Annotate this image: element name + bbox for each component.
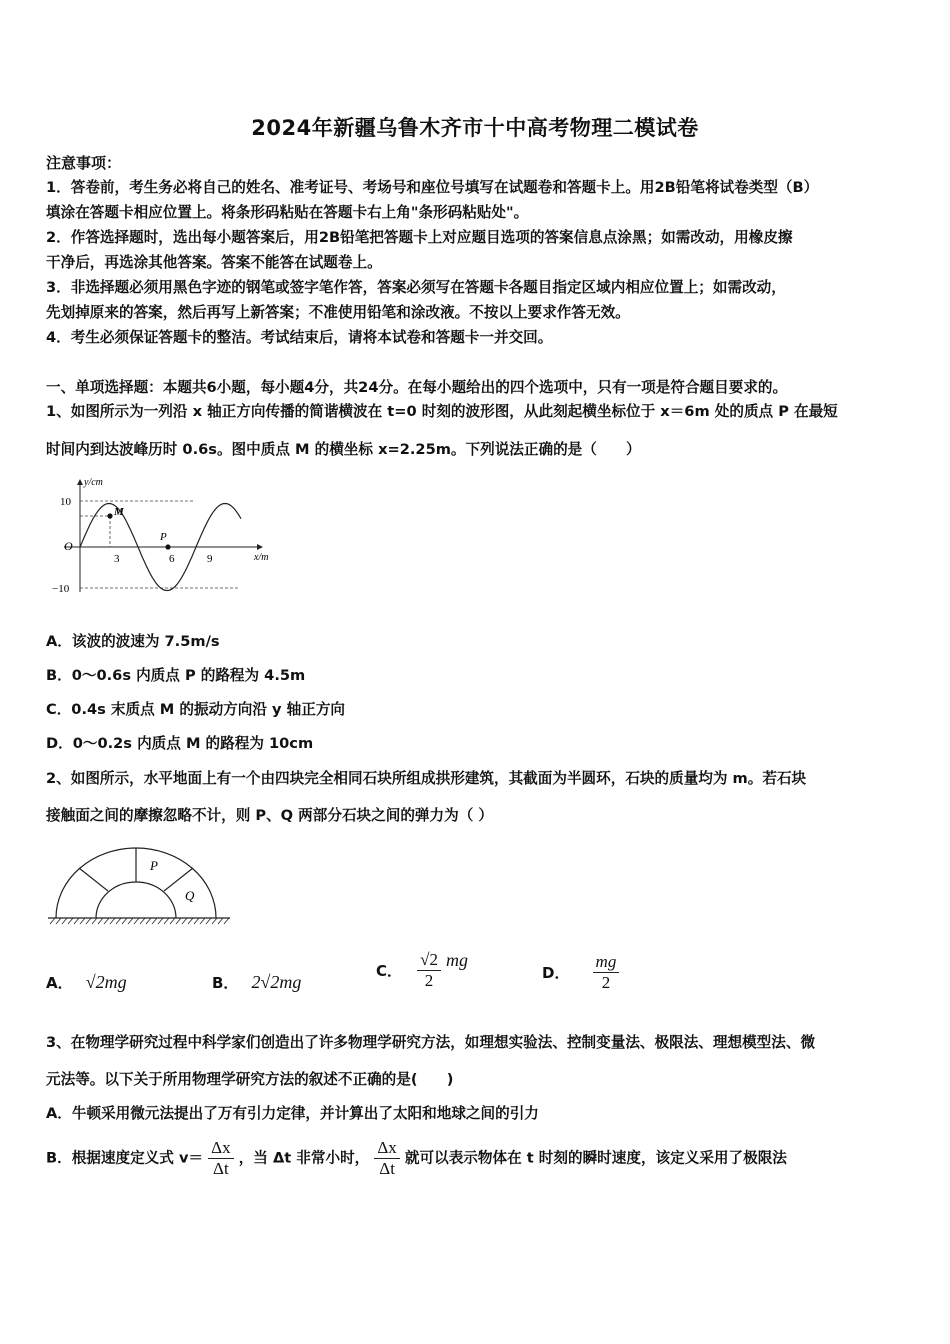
section-heading: 一、单项选择题：本题共6小题，每小题4分，共24分。在每小题给出的四个选项中，只有一项是符合题目要求的。 [46,379,788,396]
hatch-mark [68,918,73,924]
ground-hatching [50,918,229,924]
q1-option-a: A．该波的波速为 7.5m/s [46,633,220,650]
q2-option-c-label: C． [376,962,403,980]
q3-option-b-mid: ，当 Δt 非常小时， [238,1149,370,1167]
q1-wave-graph [44,470,284,600]
hatch-mark [98,918,103,924]
point-p-dot [165,544,170,549]
hatch-mark [206,918,211,924]
q2-option-b-label: B． [212,974,239,992]
notice-line-2: 填涂在答题卡相应位置上。将条形码粘贴在答题卡右上角"条形码粘贴处"。 [46,204,529,221]
hatch-mark [56,918,61,924]
q3-option-b-post: 就可以表示物体在 t 时刻的瞬时速度，该定义采用了极限法 [404,1149,787,1167]
y-tick-10: 10 [60,496,71,508]
q2-option-d-label: D． [542,964,570,982]
q2-option-d-denominator: 2 [601,973,611,992]
hatch-mark [80,918,85,924]
page-title: 2024年新疆乌鲁木齐市十中高考物理二模试卷 [251,116,699,140]
point-m-dot [107,513,112,518]
hatch-mark [158,918,163,924]
hatch-mark [110,918,115,924]
hatch-mark [212,918,217,924]
notice-line-5: 3．非选择题必须用黑色字迹的钢笔或签字笔作答，答案必须写在答题卡各题目指定区域内相应位置上；如需改动， [46,279,786,296]
hatch-mark [182,918,187,924]
q2-option-c-tail: mg [446,950,469,970]
notice-line-4: 干净后，再选涂其他答案。答案不能答在试题卷上。 [46,254,382,271]
hatch-mark [104,918,109,924]
notice-line-7: 4．考生必须保证答题卡的整洁。考试结束后，请将本试卷和答题卡一并交回。 [46,329,553,346]
hatch-mark [74,918,79,924]
hatch-mark [200,918,205,924]
q2-arch-figure [46,838,236,930]
q2-option-a-label: A． [46,974,73,992]
notice-heading: 注意事项： [46,154,122,172]
q3-frac1-numerator: Δx [208,1138,233,1159]
hatch-mark [116,918,121,924]
q3-option-b-fraction-1 [208,1138,233,1179]
hatch-mark [86,918,91,924]
stone-p-label: P [150,858,158,873]
hatch-mark [176,918,181,924]
x-tick-9: 9 [207,553,213,565]
q2-stem-line-1: 2、如图所示，水平地面上有一个由四块完全相同石块所组成拱形建筑，其截面为半圆环，石块的质量均为 m。若石块 [46,770,807,787]
stone-q-label: Q [185,888,195,903]
q3-stem-line-2: 元法等。以下关于所用物理学研究方法的叙述不正确的是( ) [46,1071,454,1088]
hatch-mark [146,918,151,924]
q3-stem-line-1: 3、在物理学研究过程中科学家们创造出了许多物理学研究方法，如理想实验法、控制变量法、极限法、理想模型法、微 [46,1034,816,1051]
q1-option-c: C．0.4s 末质点 M 的振动方向沿 y 轴正方向 [46,701,346,718]
q3-option-b-fraction-2 [374,1138,399,1179]
hatch-mark [224,918,229,924]
hatch-mark [50,918,55,924]
joint-left [79,868,108,891]
x-axis-label: x/m [254,552,269,563]
hatch-mark [218,918,223,924]
point-m-label: M [114,506,124,518]
x-tick-3: 3 [114,553,120,565]
q2-option-c-numerator: √2 [417,950,441,971]
x-tick-6: 6 [169,553,175,565]
q1-stem-line-2: 时间内到达波峰历时 0.6s。图中质点 M 的横坐标 x=2.25m。下列说法正确的是（ ） [46,441,641,458]
q2-option-a [46,972,127,993]
q2-option-a-expr: √2mg [85,972,127,992]
y-tick-neg10: −10 [52,583,70,595]
hatch-mark [140,918,145,924]
hatch-mark [128,918,133,924]
notice-line-6: 先划掉原来的答案，然后再写上新答案；不准使用铅笔和涂改液。不按以上要求作答无效。 [46,304,630,321]
q3-option-b-pre: B．根据速度定义式 v＝ [46,1149,204,1167]
q2-stem-line-2: 接触面之间的摩擦忽略不计，则 P、Q 两部分石块之间的弹力为（ ） [46,807,493,824]
q2-option-c-denominator: 2 [424,971,434,990]
q3-frac1-denominator: Δt [213,1159,229,1178]
q1-stem-line-1: 1、如图所示为一列沿 x 轴正方向传播的简谐横波在 t=0 时刻的波形图，从此刻起横坐标位于 x＝6m 处的质点 P 在最短 [46,403,838,420]
hatch-mark [170,918,175,924]
point-p-label: P [160,531,167,543]
hatch-mark [152,918,157,924]
q3-frac2-numerator: Δx [374,1138,399,1159]
notice-line-3: 2．作答选择题时，选出每小题答案后，用2B铅笔把答题卡上对应题目选项的答案信息点涂黑；如需改动，用橡皮擦 [46,229,793,246]
origin-label: O [64,539,73,553]
q2-option-d-fraction [593,952,620,993]
hatch-mark [92,918,97,924]
hatch-mark [188,918,193,924]
q3-option-a: A．牛顿采用微元法提出了万有引力定律，并计算出了太阳和地球之间的引力 [46,1105,539,1122]
q2-option-b-expr: 2√2mg [251,972,302,992]
hatch-mark [194,918,199,924]
hatch-mark [122,918,127,924]
q3-option-b [46,1138,787,1179]
y-axis-label: y/cm [84,477,103,488]
hatch-mark [134,918,139,924]
hatch-mark [62,918,67,924]
q3-frac2-denominator: Δt [379,1159,395,1178]
arch-inner [96,882,176,918]
q1-option-d: D．0～0.2s 内质点 M 的路程为 10cm [46,735,314,752]
q2-option-b [212,972,301,993]
hatch-mark [164,918,169,924]
q1-option-b: B．0～0.6s 内质点 P 的路程为 4.5m [46,667,306,684]
q2-option-d-numerator: mg [593,952,620,973]
notice-line-1: 1．答卷前，考生务必将自己的姓名、准考证号、考场号和座位号填写在试题卷和答题卡上。用2B铅笔将试卷类型（B） [46,179,819,196]
q2-option-d [542,952,619,993]
q2-option-c [376,950,468,991]
q2-option-c-fraction [417,950,441,991]
